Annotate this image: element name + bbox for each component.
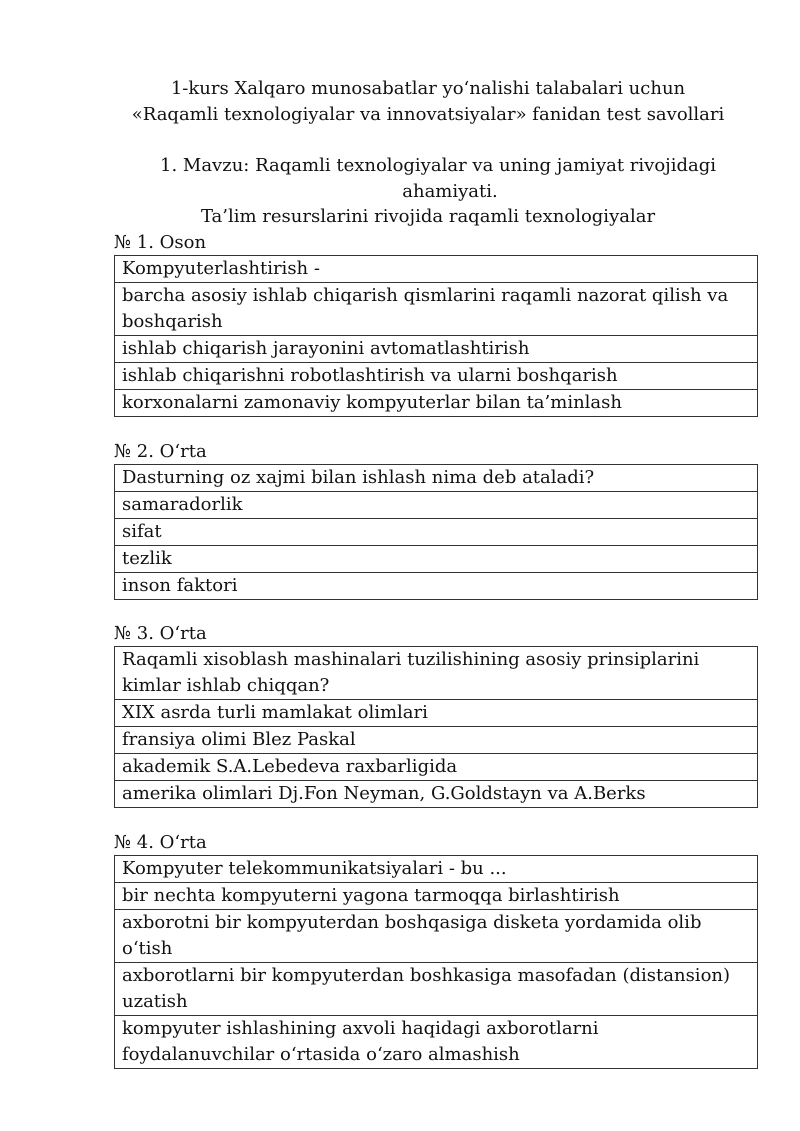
header-line-1: 1-kurs Xalqaro munosabatlar yo‘nalishi talabalari uchun [170,78,686,99]
answer-row [115,363,758,390]
answer-row [115,700,758,727]
answer-option: bir nechta kompyuterni yagona tarmoqqa birlashtirish [115,883,758,910]
answer-row [115,781,758,808]
question-label: № 2. O‘rta [114,441,207,462]
question-text: Kompyuterlashtirish - [115,256,758,283]
answer-option: amerika olimlari Dj.Fon Neyman, G.Goldstayn va A.Berks [115,781,758,808]
answer-row [115,883,758,910]
topic-line-2: ahamiyati. [402,181,498,202]
answer-option: sifat [115,519,758,546]
answer-option: XIX asrda turli mamlakat olimlari [115,700,758,727]
answer-row [115,519,758,546]
answer-option: akademik S.A.Lebedeva raxbarligida [115,754,758,781]
answer-option: ishlab chiqarish jarayonini avtomatlashtirish [115,336,758,363]
answer-row [115,390,758,417]
answer-option: ishlab chiqarishni robotlashtirish va ularni boshqarish [115,363,758,390]
topic-line-1: 1. Mavzu: Raqamli texnologiyalar va uning jamiyat rivojidagi [160,155,717,176]
answer-option: korxonalarni zamonaviy kompyuterlar bilan ta’minlash [115,390,758,417]
header-line-2: «Raqamli texnologiyalar va innovatsiyalar» fanidan test savollari [131,104,725,125]
answer-option: tezlik [115,546,758,573]
answer-option: inson faktori [115,573,758,600]
answer-row [115,336,758,363]
answer-option: samaradorlik [115,492,758,519]
answer-option: kompyuter ishlashining axvoli haqidagi axborotlarni foydalanuvchilar o‘rtasida o‘zaro almashish [115,1016,758,1069]
question-table [114,255,758,417]
question-table [114,855,758,1069]
answer-row [115,283,758,336]
question-table [114,464,758,600]
question-row [115,856,758,883]
answer-option: barcha asosiy ishlab chiqarish qismlarini raqamli nazorat qilish va boshqarish [115,283,758,336]
answer-row [115,754,758,781]
answer-option: fransiya olimi Blez Paskal [115,727,758,754]
question-label: № 1. Oson [114,232,207,253]
answer-row [115,546,758,573]
question-text: Dasturning oz xajmi bilan ishlash nima deb ataladi? [115,465,758,492]
question-row [115,647,758,700]
answer-row [115,910,758,963]
question-table [114,646,758,808]
question-text: Raqamli xisoblash mashinalari tuzilishining asosiy prinsiplarini kimlar ishlab chiqqan? [115,647,758,700]
question-row [115,256,758,283]
question-text: Kompyuter telekommunikatsiyalari - bu ... [115,856,758,883]
topic-heading [160,153,740,205]
question-label: № 3. O‘rta [114,623,207,644]
question-label: № 4. O‘rta [114,832,207,853]
answer-row [115,492,758,519]
question-row [115,465,758,492]
answer-option: axborotni bir kompyuterdan boshqasiga disketa yordamida olib o‘tish [115,910,758,963]
answer-row [115,727,758,754]
answer-option: axborotlarni bir kompyuterdan boshkasiga masofadan (distansion) uzatish [115,963,758,1016]
answer-row [115,963,758,1016]
answer-row [115,573,758,600]
topic-subtitle: Ta’lim resurslarini rivojida raqamli texnologiyalar [200,206,656,227]
answer-row [115,1016,758,1069]
